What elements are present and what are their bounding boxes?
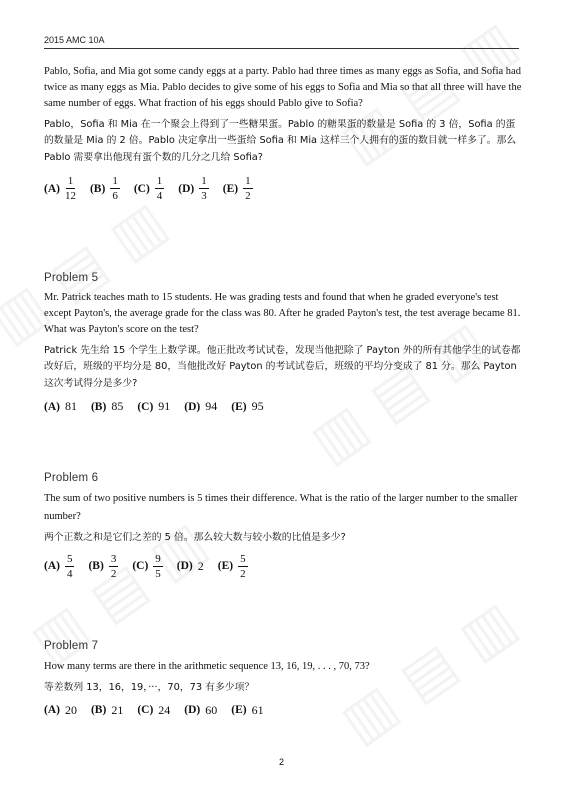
problem-5-text-en: Mr. Patrick teaches math to 15 students. He was grading tests and found that when he graded everyone's test except Payton's, the average grade for the class was 80. After he graded Payton's test, the test average became 81. What was Payton's score on the test? <box>44 292 521 336</box>
problem-5-title: Problem 5 <box>44 272 99 284</box>
choice-d[interactable]: (D) 60 <box>184 702 218 717</box>
problem-7-title: Problem 7 <box>44 640 99 652</box>
choice-a[interactable]: (A) 81 <box>44 399 77 413</box>
fraction: $\frac{5}{2}$ <box>240 552 246 580</box>
problem-7-choices <box>44 703 523 718</box>
choice-e[interactable]: (E) 61 <box>231 702 264 717</box>
choice-c[interactable]: (C) 91 <box>137 399 171 413</box>
problem-4-text-zh: Pablo，Sofia 和 Mia 在一个聚会上得到了一些糖果蛋。Pablo 的糖果蛋的数量是 Sofia 的 3 倍，Sofia 的蛋的数量是 Mia 的 2 倍。Pablo 决定拿出一些蛋给 Sofia 和 Mia 这样三个人拥有的蛋的数目就一样多了。那么 Pablo 需要拿出他现有蛋个数的几分之几给 Sofia? <box>44 118 517 164</box>
fraction: $\frac{1}{3}$ <box>201 175 207 202</box>
problem-6-choices <box>44 553 523 580</box>
choice-e[interactable]: (E) $\frac{5}{2}$ <box>217 552 246 580</box>
fraction: $\frac{1}{12}$ <box>64 175 76 202</box>
choice-a[interactable]: (A) 20 <box>44 702 77 717</box>
problem-7-text-zh: 等差数列 13，16，19，···，70，73 有多少项？ <box>44 682 255 693</box>
choice-d[interactable]: (D) $\frac{1}{3}$ <box>178 175 207 202</box>
problem-7 <box>44 640 523 718</box>
choice-b[interactable]: (B) 85 <box>90 399 124 413</box>
choice-c[interactable]: (C) 24 <box>137 702 171 717</box>
problem-5-text-zh: Patrick 先生给 15 个学生上数学课。他正批改考试试卷，发现当他把除了 Payton 外的所有其他学生的试卷都改好后，班级的平均分是 80，当他批改好 Payton 的考试试卷后，班级的平均分变成了 81 分。那么 Payton 这次考试得分是多少? <box>44 344 521 390</box>
choice-b[interactable]: (B) 21 <box>90 702 124 717</box>
problem-5-choices <box>44 399 523 414</box>
problem-7-text-en: How many terms are there in the arithmetic sequence 13, 16, 19, . . . , 70, 73? <box>44 661 370 672</box>
problem-6-text-en: The sum of two positive numbers is 5 times their difference. What is the ratio of the larger number to the smaller number? <box>44 493 518 522</box>
fraction: $\frac{1}{4}$ <box>156 175 163 202</box>
choice-b[interactable]: (B) $\frac{1}{6}$ <box>89 175 118 202</box>
problem-5 <box>44 272 523 414</box>
choice-c[interactable]: (C) $\frac{9}{5}$ <box>132 552 161 580</box>
choice-a[interactable]: (A) $\frac{1}{12}$ <box>44 175 76 202</box>
page-number: 2 <box>278 757 284 767</box>
fraction: $\frac{3}{2}$ <box>110 552 117 580</box>
choice-e[interactable]: (E) 95 <box>231 399 264 413</box>
page-header <box>44 35 519 49</box>
choice-d[interactable]: (D) 94 <box>184 399 218 413</box>
problem-4 <box>44 64 523 202</box>
choice-e[interactable]: (E) $\frac{1}{2}$ <box>222 175 251 202</box>
fraction: $\frac{5}{4}$ <box>66 552 73 580</box>
problem-4-text-en: Pablo, Sofia, and Mia got some candy eggs at a party. Pablo had three times as many eggs as Sofia, and Sofia had twice as many eggs as Mia. Pablo decides to give some of his eggs to Sofia and Mia so that all three will have the same number of eggs. What fraction of his eggs should Pablo give to Sofia? <box>44 66 522 110</box>
choice-b[interactable]: (B) $\frac{3}{2}$ <box>88 552 117 580</box>
problem-4-choices <box>44 175 523 202</box>
fraction: $\frac{1}{2}$ <box>245 175 251 202</box>
problem-6-text-zh: 两个正数之和是它们之差的 5 倍。那么较大数与较小数的比值是多少? <box>44 532 346 543</box>
choice-d[interactable]: (D) 2 <box>176 558 204 573</box>
choice-c[interactable]: (C) $\frac{1}{4}$ <box>133 175 163 202</box>
fraction: $\frac{1}{6}$ <box>112 175 118 202</box>
choice-a[interactable]: (A) $\frac{5}{4}$ <box>44 552 73 580</box>
fraction: $\frac{9}{5}$ <box>155 552 161 580</box>
problem-6 <box>44 472 523 580</box>
problem-6-title: Problem 6 <box>44 472 99 484</box>
header-title: 2015 AMC 10A <box>44 35 105 45</box>
